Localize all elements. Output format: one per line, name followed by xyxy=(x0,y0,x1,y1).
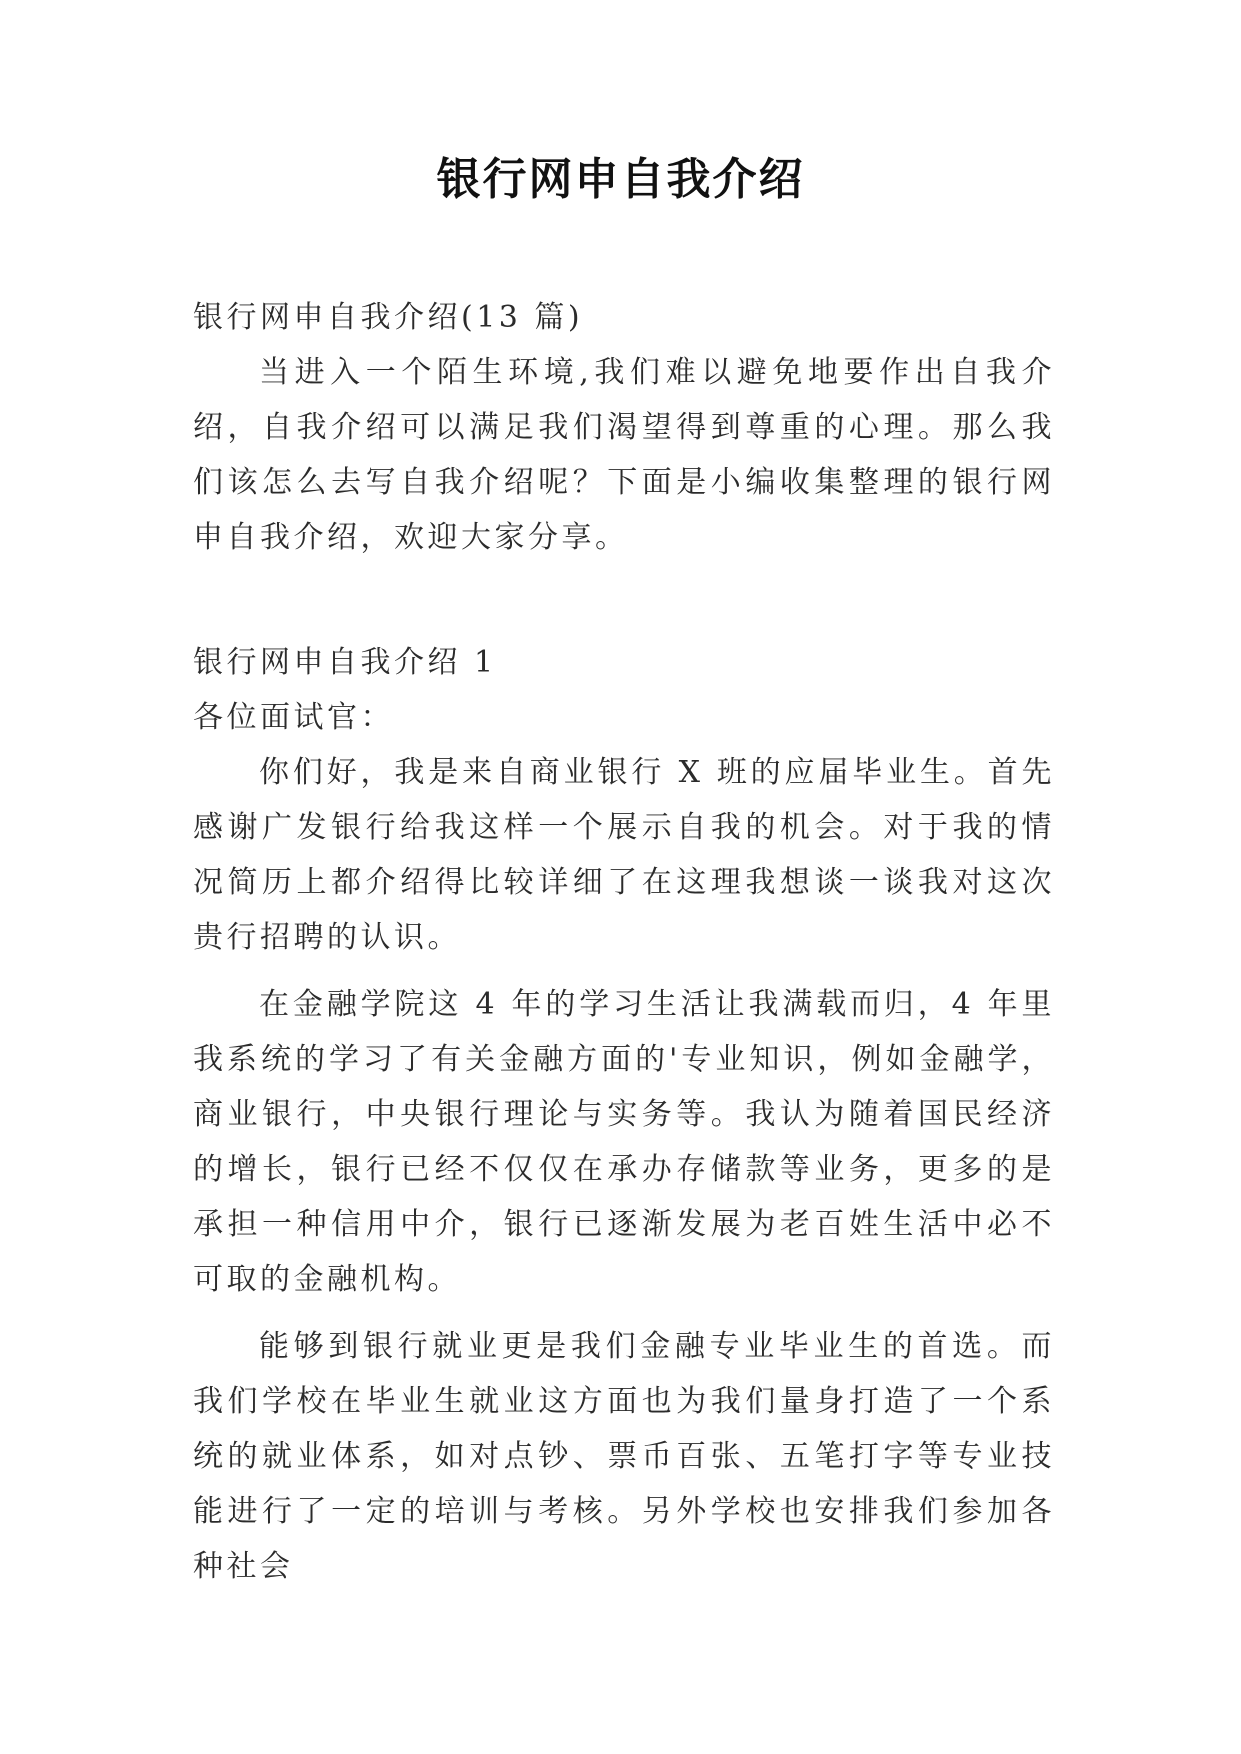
salutation: 各位面试官： xyxy=(193,700,394,735)
body-paragraph: 在金融学院这 4 年的学习生活让我满载而归，4 年里我系统的学习了有关金融方面的'专业知识，例如金融学，商业银行，中央银行理论与实务等。我认为随着国民经济的增长，银行已经不仅仅在承办存储款等业务，更多的是承担一种信用中介，银行已逐渐发展为老百姓生活中必不可取的金融机构。 xyxy=(193,987,1055,1297)
document-title: 银行网申自我介绍 xyxy=(436,154,805,205)
body-paragraph: 你们好，我是来自商业银行 X 班的应届毕业生。首先感谢广发银行给我这样一个展示自我的机会。对于我的情况简历上都介绍得比较详细了在这理我想谈一谈我对这次贵行招聘的认识。 xyxy=(193,755,1055,955)
document-body xyxy=(193,290,1055,1594)
section-heading: 银行网申自我介绍 1 xyxy=(193,645,497,680)
paragraph-spacer xyxy=(193,1307,1055,1319)
intro-paragraph: 当进入一个陌生环境,我们难以避免地要作出自我介绍，自我介绍可以满足我们渴望得到尊重的心理。那么我们该怎么去写自我介绍呢？下面是小编收集整理的银行网申自我介绍，欢迎大家分享。 xyxy=(193,355,1055,555)
body-paragraph: 能够到银行就业更是我们金融专业毕业生的首选。而我们学校在毕业生就业这方面也为我们量身打造了一个系统的就业体系，如对点钞、票币百张、五笔打字等专业技能进行了一定的培训与考核。另外学校也安排我们参加各种社会 xyxy=(193,1329,1055,1584)
section-spacer xyxy=(193,565,1055,635)
document-subtitle: 银行网申自我介绍(13 篇) xyxy=(193,300,584,335)
paragraph-spacer xyxy=(193,965,1055,977)
